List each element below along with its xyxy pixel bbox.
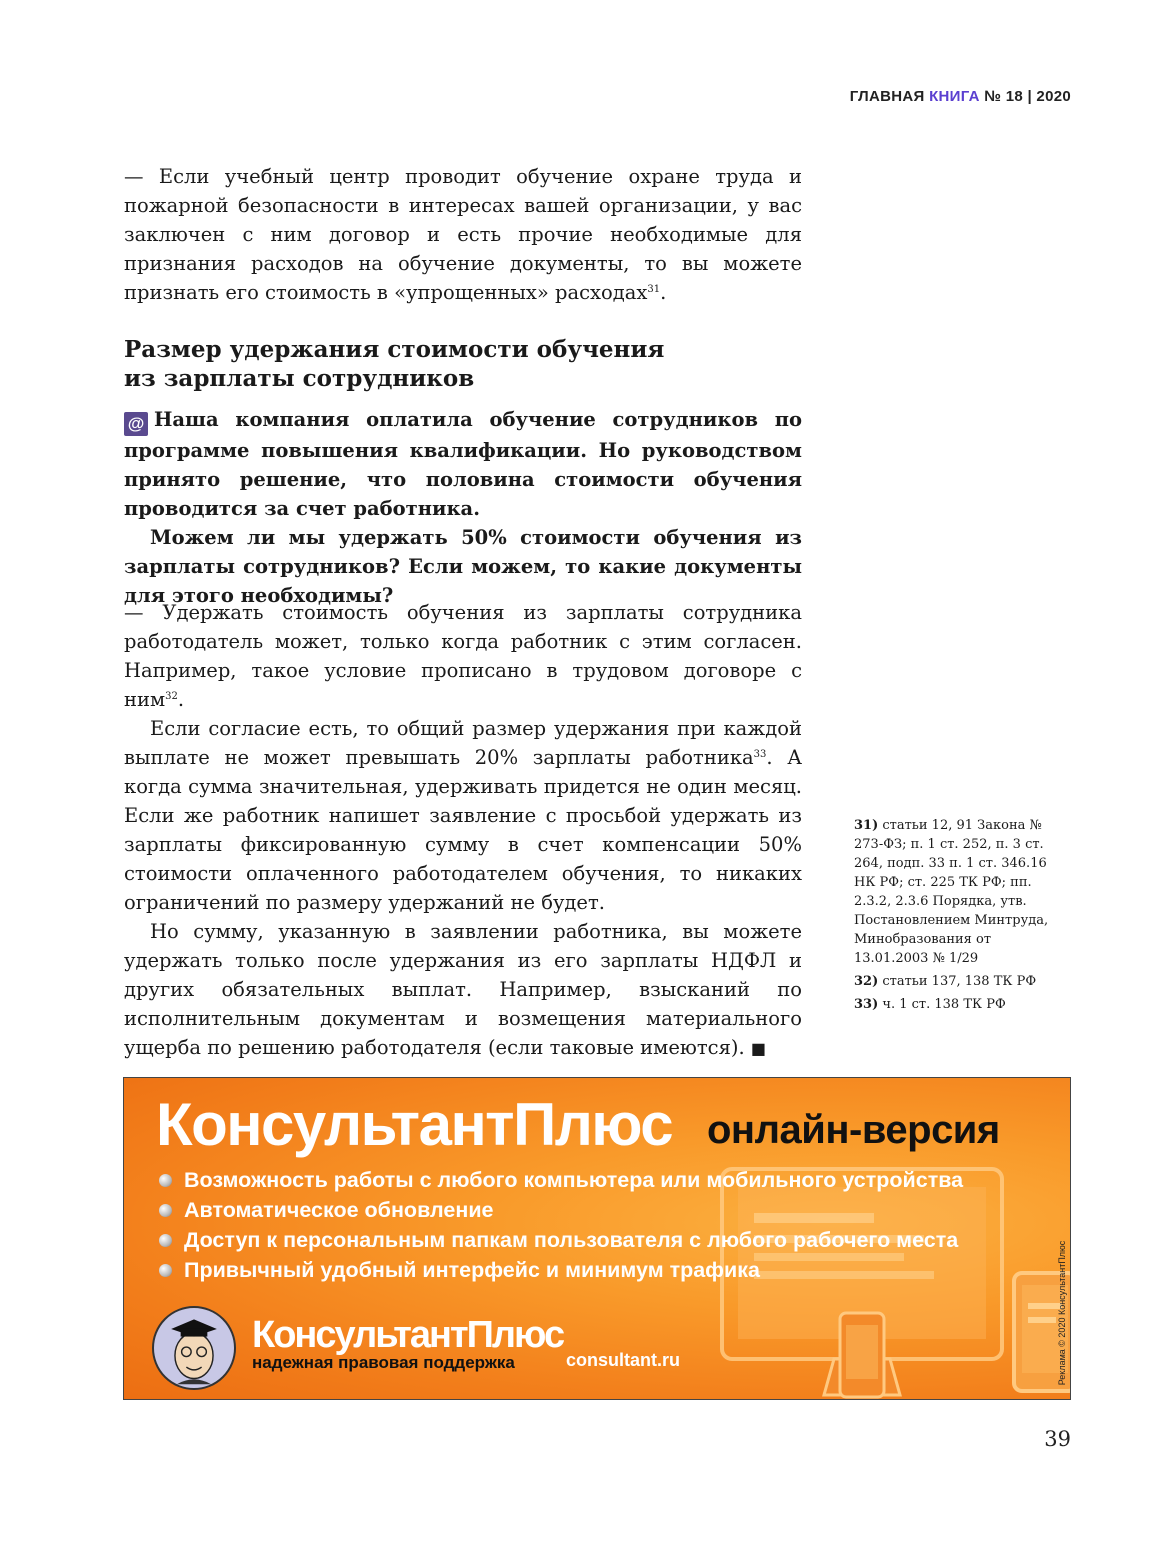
list-item: [159, 1195, 963, 1225]
at-icon: @: [124, 412, 148, 436]
footnote-text: статьи 137, 138 ТК РФ: [882, 974, 1037, 989]
ad-url-link[interactable]: consultant.ru: [566, 1350, 681, 1370]
feature-text: Возможность работы с любого компьютера или мобильного устройства: [184, 1168, 964, 1192]
list-item: [159, 1255, 963, 1285]
footnote-text: статьи 12, 91 Закона № 273-ФЗ; п. 1 ст. 252, п. 3 ст. 264, подп. 33 п. 1 ст. 346.16 НК РФ; ст. 225 ТК РФ; пп. 2.3.2, 2.3.6 Порядка, утв. Постановлением Минтруда, Минобразования от 13.01.2003 № 1/29: [854, 818, 1049, 966]
reader-question: [124, 405, 802, 610]
logo-name: КонсультантПлюс: [252, 1314, 564, 1356]
list-item: [159, 1225, 963, 1255]
intro-paragraph: [124, 162, 802, 307]
logo-tagline: надежная правовая поддержка: [252, 1353, 515, 1372]
answer-p1-end: .: [177, 688, 185, 711]
heading-line-2: из зарплаты сотрудников: [124, 365, 475, 392]
question-text-2: Можем ли мы удержать 50% стоимости обучения из зарплаты сотрудников? Если можем, то какие документы для этого необходимы?: [124, 526, 802, 607]
page-number: 39: [1044, 1427, 1071, 1451]
footnote-32: [854, 972, 1066, 991]
consultant-plus-ad[interactable]: [123, 1077, 1071, 1400]
issue-header: [850, 88, 1071, 105]
footnote-ref-33[interactable]: 33: [753, 749, 767, 760]
footnotes: [854, 816, 1066, 1018]
feature-text: Доступ к персональным папкам пользователя с любого рабочего места: [184, 1228, 959, 1252]
bullet-icon: [159, 1204, 172, 1217]
answer-body: [124, 598, 802, 1063]
footnote-33: [854, 995, 1066, 1014]
footnote-text: ч. 1 ст. 138 ТК РФ: [882, 997, 1006, 1012]
answer-text-3: Но сумму, указанную в заявлении работника, вы можете удержать только после удержания из его зарплаты НДФЛ и других обязательных выплат. Например, взысканий по исполнительным документам и возмещения материального ущерба по решению работодателя (если таковые имеются).: [124, 920, 802, 1059]
bullet-icon: [159, 1264, 172, 1277]
ad-title: КонсультантПлюс: [156, 1091, 673, 1158]
answer-text-2a: Если согласие есть, то общий размер удержания при каждой выплате не может превышать 20% зарплаты работника: [124, 717, 802, 769]
end-mark: ■: [750, 1039, 767, 1058]
footnote-num: 33): [854, 997, 879, 1012]
ad-subtitle: онлайн-версия: [707, 1108, 1000, 1152]
section-heading: [124, 335, 764, 393]
footnote-num: 31): [854, 818, 879, 833]
ad-feature-list: [159, 1165, 963, 1285]
answer-text-1: — Удержать стоимость обучения из зарплаты сотрудника работодатель может, только когда работник с этим согласен. Например, такое условие прописано в трудовом договоре с ним: [124, 601, 802, 711]
mascot-logo-icon: [152, 1306, 236, 1390]
feature-text: Автоматическое обновление: [184, 1198, 494, 1222]
footnote-ref-31[interactable]: 31: [647, 284, 661, 295]
bullet-icon: [159, 1174, 172, 1187]
list-item: [159, 1165, 963, 1195]
ad-legal-text: Реклама © 2020 КонсультантПлюс: [1057, 1240, 1067, 1386]
intro-end: .: [660, 281, 667, 304]
magazine-name-main: ГЛАВНАЯ: [849, 88, 925, 105]
question-text-1: Наша компания оплатила обучение сотрудников по программе повышения квалификации. Но руководством принято решение, что половина стоимости обучения проводится за счет работника.: [124, 408, 802, 520]
answer-text-2b: . А когда сумма значительная, удерживать придется не один месяц. Если же работник напишет заявление с просьбой удержать из зарплаты фиксированную сумму в счет компенсации 50% стоимости оплаченного работодателем обучения, то никаких ограничений по размеру удержаний не будет.: [124, 746, 802, 914]
ad-legal-note: [1057, 1238, 1067, 1388]
intro-text: — Если учебный центр проводит обучение охране труда и пожарной безопасности в интересах вашей организации, у вас заключен с ним договор и есть прочие необходимые для признания расходов на обучение документы, то вы можете признать его стоимость в «упрощенных» расходах: [124, 165, 802, 304]
footnote-31: [854, 816, 1066, 968]
bullet-icon: [159, 1234, 172, 1247]
feature-text: Привычный удобный интерфейс и минимум трафика: [184, 1258, 760, 1282]
heading-line-1: Размер удержания стоимости обучения: [124, 336, 665, 363]
footnote-num: 32): [854, 974, 879, 989]
issue-number: № 18 | 2020: [984, 88, 1071, 105]
magazine-name-accent: КНИГА: [929, 88, 980, 105]
footnote-ref-32[interactable]: 32: [165, 691, 178, 702]
